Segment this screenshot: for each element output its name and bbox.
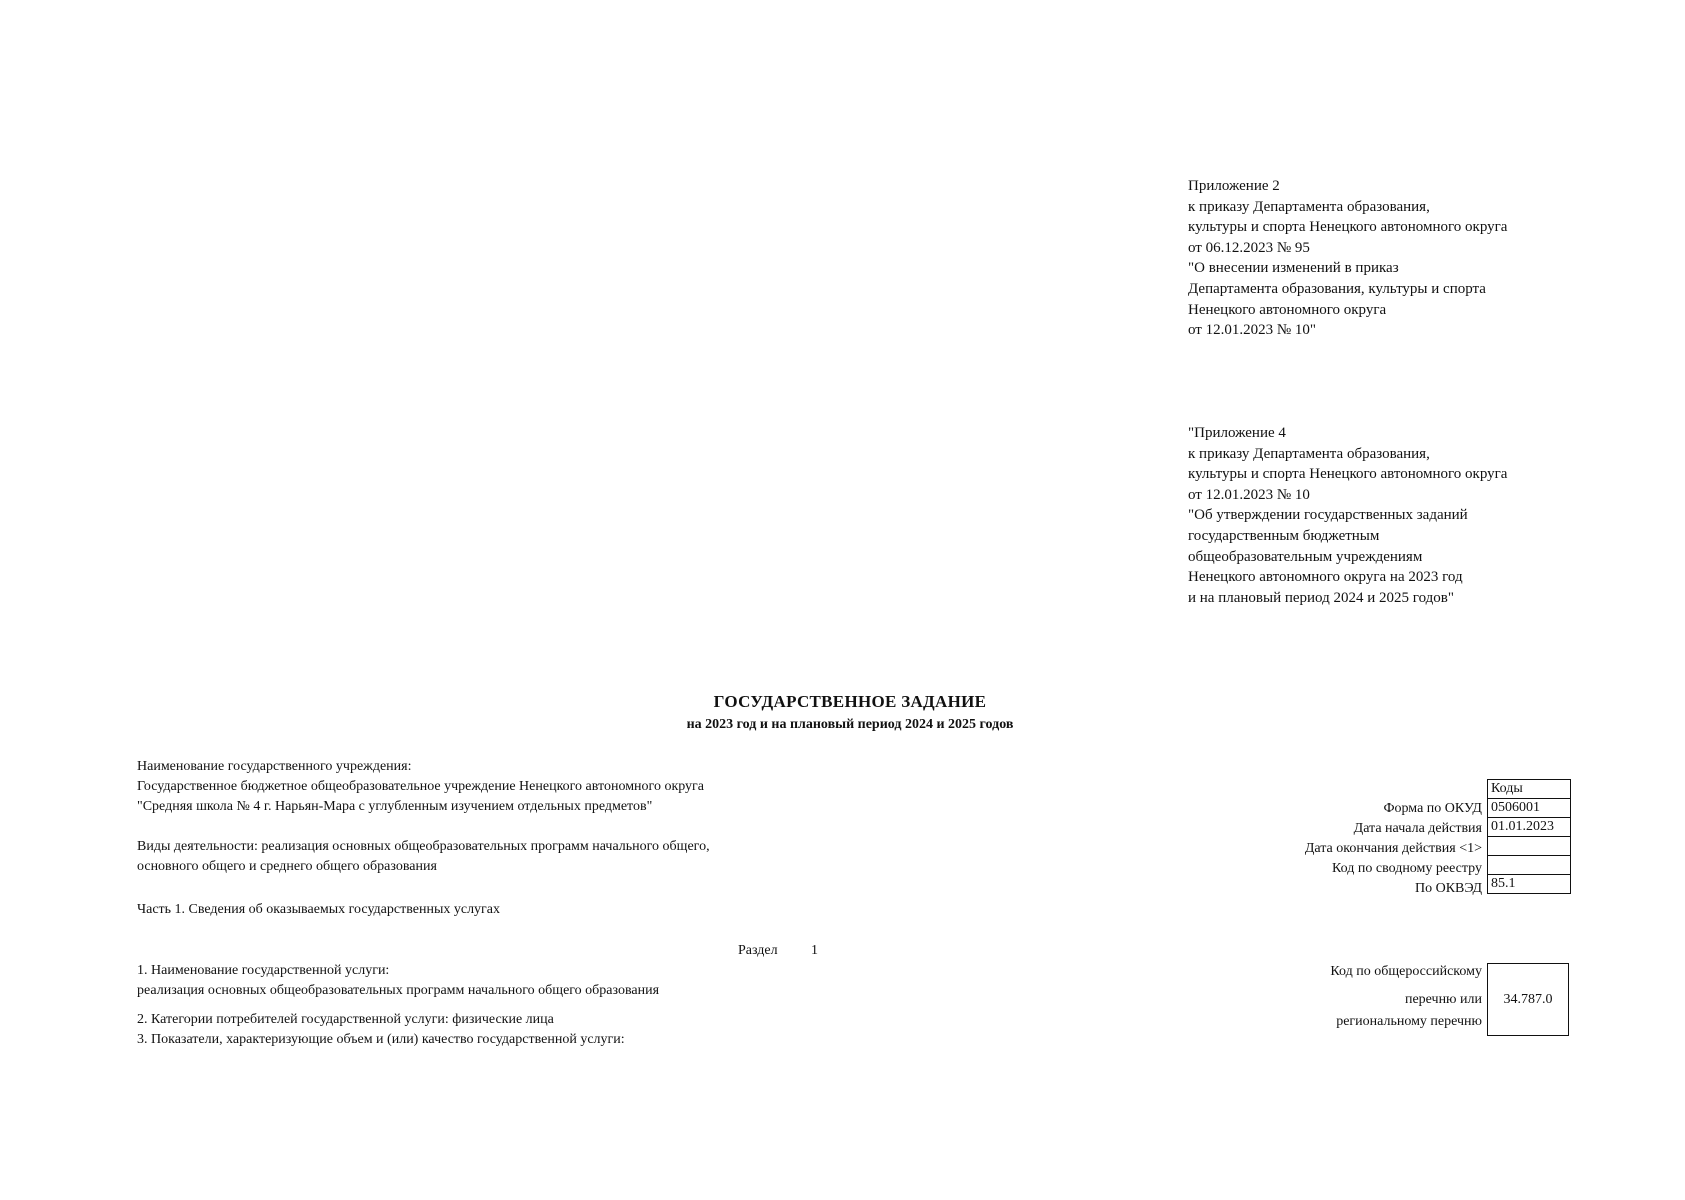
service-item-3: 3. Показатели, характеризующие объем и (или) качество государственной услуги: [137,1032,625,1047]
annex-1-header [1188,176,1507,341]
activities-line1: Виды деятельности: реализация основных общеобразовательных программ начального общего, [137,839,710,854]
annex-2-line: от 12.01.2023 № 10 [1188,486,1310,503]
codes-value-start-date: 01.01.2023 [1488,818,1571,837]
document-title: ГОСУДАРСТВЕННОЕ ЗАДАНИЕ [713,692,987,711]
activities-line2: основного общего и среднего общего образования [137,859,437,874]
annex-2-line: общеобразовательным учреждениям [1188,548,1423,565]
annex-2-line: "Приложение 4 [1188,425,1286,441]
annex-2-line: культуры и спорта Ненецкого автономного округа [1188,466,1508,483]
annex-1-line: к приказу Департамента образования, [1188,198,1430,215]
service-item-1-value: реализация основных общеобразовательных программ начального общего образования [137,983,660,998]
codes-label-end-date: Дата окончания действия <1> [1304,841,1482,856]
section-label: Раздел [738,943,778,958]
service-item-2: 2. Категории потребителей государственной услуги: физические лица [137,1012,554,1027]
annex-1-line: Департамента образования, культуры и спорта [1188,280,1486,297]
codes-label-okved: По ОКВЭД [1414,881,1482,896]
institution-name-line2: "Средняя школа № 4 г. Нарьян-Мара с углубленным изучением отдельных предметов" [137,799,653,814]
codes-value-registry [1488,856,1571,875]
annex-2-header [1188,423,1507,608]
registry-label-line2: перечню или [1404,992,1482,1007]
codes-value-okud: 0506001 [1488,799,1571,818]
annex-2-line: государственным бюджетным [1188,527,1380,544]
document-subtitle: на 2023 год и на плановый период 2024 и 2025 годов [686,717,1014,732]
registry-code-box [1487,963,1569,1036]
annex-2-line: и на плановый период 2024 и 2025 годов" [1188,589,1454,606]
annex-1-line: Приложение 2 [1188,178,1280,194]
annex-1-line: культуры и спорта Ненецкого автономного округа [1188,219,1508,236]
codes-value-end-date [1488,837,1571,856]
annex-1-line: от 06.12.2023 № 95 [1188,239,1310,256]
annex-2-line: "Об утверждении государственных заданий [1188,507,1468,524]
codes-value-okved: 85.1 [1488,875,1571,894]
annex-1-line: от 12.01.2023 № 10" [1188,322,1317,339]
codes-label-registry: Код по сводному реестру [1332,861,1482,876]
section-number: 1 [811,943,818,958]
annex-2-line: к приказу Департамента образования, [1188,445,1430,462]
codes-table [1487,779,1571,894]
codes-header: Коды [1488,780,1571,799]
institution-name-line1: Государственное бюджетное общеобразовательное учреждение Ненецкого автономного округа [137,779,705,794]
part-1-heading: Часть 1. Сведения об оказываемых государственных услугах [137,902,501,917]
registry-code-value: 34.787.0 [1503,991,1553,1007]
annex-1-line: "О внесении изменений в приказ [1188,260,1399,277]
annex-1-line: Ненецкого автономного округа [1188,301,1387,318]
codes-label-okud: Форма по ОКУД [1383,801,1482,816]
codes-label-start-date: Дата начала действия [1353,821,1482,836]
codes-labels [1305,799,1482,899]
registry-label-line3: региональному перечню [1336,1014,1482,1029]
annex-2-line: Ненецкого автономного округа на 2023 год [1188,569,1463,586]
registry-labels [1330,964,1482,1030]
service-item-1-label: 1. Наименование государственной услуги: [137,963,390,978]
registry-label-line1: Код по общероссийскому [1330,964,1482,979]
institution-label: Наименование государственного учреждения: [137,759,412,774]
